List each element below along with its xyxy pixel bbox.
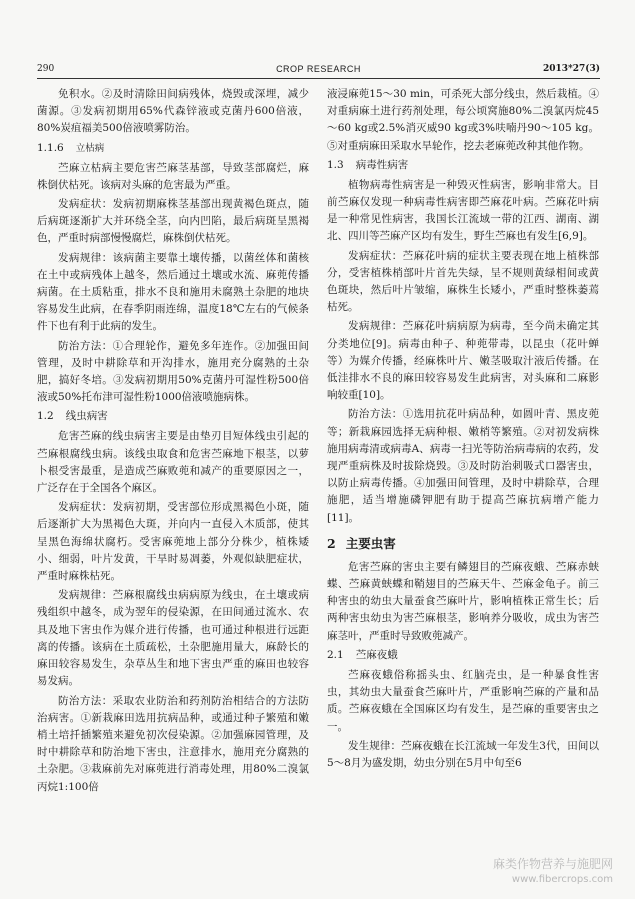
page-number: 290 [37,64,55,74]
body-paragraph: 发生规律：苎麻夜蛾在长江流域一年发生3代，田间以5～8月为盛发期，幼虫分别在5月中旬至6 [327,739,599,769]
site-watermark [493,855,613,885]
body-paragraph: 苎麻立枯病主要危害苎麻茎基部，导致茎部腐烂，麻株倒伏枯死。该病对头麻的危害最为严重。 [37,161,309,191]
left-column [37,86,309,866]
right-column [327,86,599,866]
body-paragraph: 危害苎麻的线虫病害主要是由垫刃目短体线虫引起的苎麻根腐线虫病。该线虫取食和危害苎麻地下根茎，以萝卜根受害最重，是造成苎麻败蔸和减产的重要原因之一，广泛存在于全国各个麻区。 [37,430,309,495]
body-paragraph: 防治方法：①合理轮作，避免多年连作。②加强田间管理，及时中耕除草和开沟排水，施用充分腐熟的土杂肥，搞好冬培。③发病初期用50%克菌丹可湿性粉500倍液或50%托布津可湿性粉1000倍液喷施病株。 [37,339,309,404]
heading-number: 2.1 [327,648,344,661]
body-paragraph: 防治方法：采取农业防治和药剂防治相结合的方法防治病害。①新栽麻田选用抗病品种，或通过种子繁殖和嫩梢土培扦插繁殖来避免初次侵染源。②加强麻园管理，及时中耕除草和防治地下害虫，注意排水，施用充分腐熟的土杂肥。③栽麻前先对麻蔸进行消毒处理，用80%二溴氯丙烷1:100倍 [37,694,309,793]
body-paragraph: 发病症状：发病初期麻株茎基部出现黄褐色斑点，随后病斑逐渐扩大并环绕全茎，向内凹陷，最后病斑呈黑褐色，严重时病部慢慢腐烂，麻株倒伏枯死。 [37,198,309,245]
body-paragraph: 植物病毒性病害是一种毁灭性病害，影响非常大。目前苎麻仅发现一种病毒性病害即苎麻花叶病。苎麻花叶病是一种常见性病害，我国长江流域一带的江西、湖南、湖北、四川等苎麻产区均有发生，野生苎麻也有发生[6,9]。 [327,178,599,243]
heading-title: 主要虫害 [345,535,396,551]
body-paragraph: 免积水。②及时清除田间病残体，烧毁或深埋，减少菌源。③发病初期用65%代森锌液或克菌丹600倍液，80%炭疽福美500倍液喷雾防治。 [37,88,309,135]
body-paragraph: 防治方法：①选用抗花叶病品种，如圆叶青、黑皮蔸等；新栽麻园选择无病种根、嫩梢等繁殖。②对初发病株施用病毒清或病毒A、病毒一扫光等防治病毒病的农药，发现严重病株及时拔除烧毁。③及时防治刺吸式口器害虫，以防止病毒传播。④加强田间管理，及时中耕除草，合理施肥，适当增施磷钾肥有助于提高苎麻抗病增产能力[11]。 [327,408,599,524]
body-paragraph: 液浸麻蔸15～30 min，可杀死大部分线虫，然后栽植。④对重病麻土进行药剂处理，每公顷窝施80%二溴氯丙烷45～60 kg或2.5%消灭威90 kg或3%呋喃丹90～105 kg。⑤对重病麻田采取水旱轮作，挖去老麻蔸改种其他作物。 [327,88,599,152]
heading-number: 1.3 [327,158,344,171]
watermark-site-name: 麻类作物营养与施肥网 [492,857,613,871]
heading-title: 病毒性病害 [355,158,409,171]
subsection-heading [327,157,599,174]
body-paragraph: 发病症状：苎麻花叶病的症状主要表现在地上植株部分，受害植株梢部叶片首先失绿，呈不规则黄绿相间或黄色斑块，然后叶片皱缩，麻株生长矮小，严重时整株萎蔫枯死。 [327,249,599,314]
page-header [37,62,600,79]
body-paragraph: 发病规律：苎麻花叶病病原为病毒，至今尚未确定其分类地位[9]。病毒由种子、种蔸带毒，以昆虫（花叶蝉等）为媒介传播，经麻株叶片、嫩茎吸取汁液后传播。在低洼排水不良的麻田较容易发生此病害，对头麻和二麻影响较重[10]。 [327,320,599,402]
subsection-heading [327,647,599,664]
heading-title: 苎麻夜蛾 [355,648,398,661]
body-paragraph: 危害苎麻的害虫主要有鳞翅目的苎麻夜蛾、苎麻赤蛱蝶、苎麻黄蛱蝶和鞘翅目的苎麻天牛、苎麻金龟子。前三种害虫的幼虫大量蚕食苎麻叶片，影响植株正常生长；后两种害虫幼虫为害苎麻根茎，影响养分吸收，成虫为害苎麻茎叶，严重时导致败蔸减产。 [327,560,599,642]
section-heading [327,535,599,553]
body-paragraph: 发病规律：该病菌主要靠土壤传播，以菌丝体和菌核在土中或病残体上越冬，然后通过土壤或水流、麻蔸传播病菌。在土质粘重，排水不良和施用未腐熟土杂肥的地块容易发生此病，在春季阴雨连绵，温度18℃左右的气候条件下也有利于此病的发生。 [37,251,309,333]
subsection-heading [37,408,309,425]
heading-title: 立枯病 [75,142,105,154]
heading-title: 线虫病害 [65,410,108,423]
body-paragraph: 苎麻夜蛾俗称摇头虫、红脑壳虫，是一种暴食性害虫，其幼虫大量蚕食苎麻叶片，严重影响苎麻的产量和品质。苎麻夜蛾在全国麻区均有发生，是苎麻的重要害虫之一。 [327,668,599,733]
heading-number: 1.2 [37,410,54,423]
journal-volume: 2013*27(3) [542,64,600,74]
heading-number: 2 [327,535,336,551]
subsection-heading [37,140,309,157]
heading-number: 1.1.6 [37,141,64,154]
body-paragraph: 发病症状：发病初期，受害部位形成黑褐色小斑，随后逐渐扩大为黑褐色大斑，并向内一直侵入木质部，使其呈黑色海绵状腐朽。受害麻蔸地上部分分株少，植株矮小、细弱，叶片发黄，干旱时易凋萎，外观似缺肥症状，严重时麻株枯死。 [37,501,309,583]
body-paragraph: 发病规律：苎麻根腐线虫病病原为线虫，在土壤或病残组织中越冬，成为翌年的侵染源，在田间通过流水、农具及地下害虫作为媒介进行传播，也可通过种根进行远距离的传播。该病在土质疏松，土杂肥施用量大，麻龄长的麻田较容易发生，杂草丛生和地下害虫严重的麻田也较容易发病。 [37,589,309,688]
journal-name: CROP RESEARCH [276,64,361,74]
watermark-url: www.fibercrops.com [511,874,613,885]
